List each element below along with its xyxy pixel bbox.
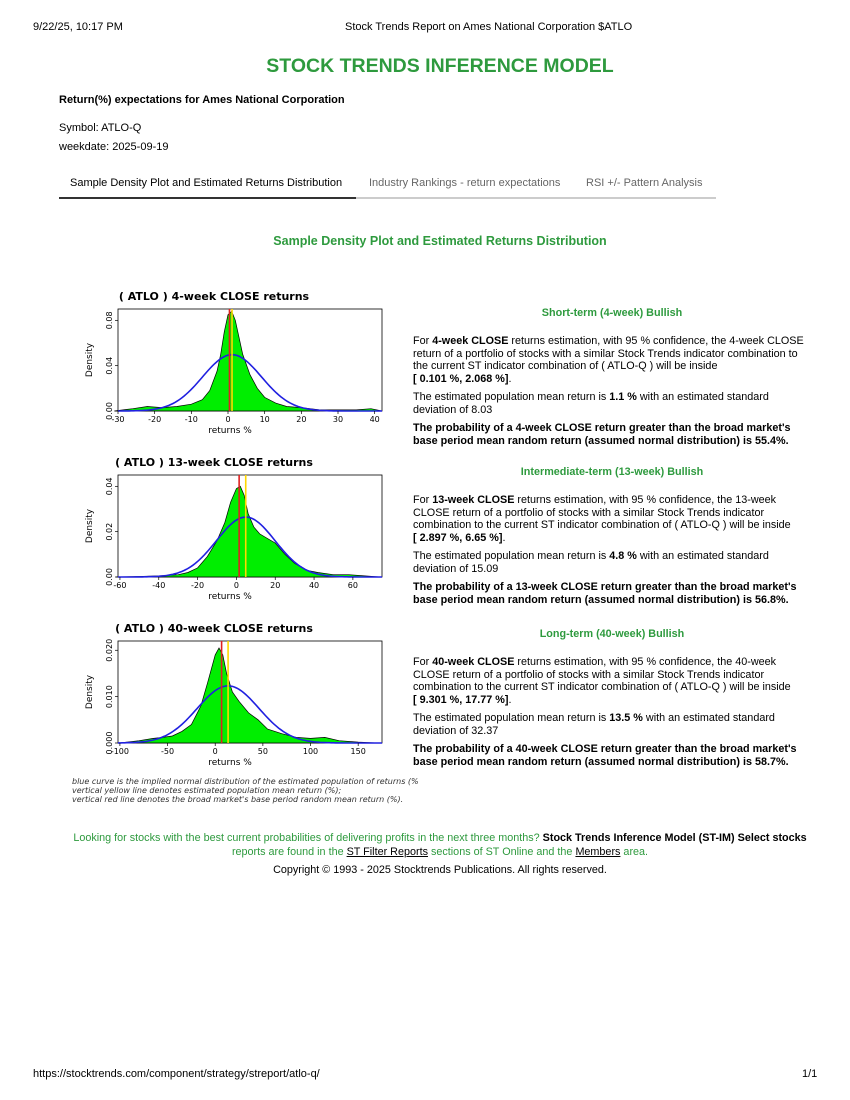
x-tick-label: 60 <box>347 581 358 590</box>
y-tick-label: 0.00 <box>105 568 114 586</box>
chart-title: ( ATLO ) 4-week CLOSE returns <box>118 290 310 303</box>
x-tick-label: -10 <box>184 415 198 424</box>
sample-density-area <box>114 311 382 411</box>
density-plot-4-week <box>80 285 390 445</box>
y-tick-label: 0.020 <box>105 638 114 662</box>
x-tick-label: -40 <box>152 581 166 590</box>
estimation-paragraph: For 40-week CLOSE returns estimation, with 95 % confidence, the 40-week CLOSE return of a portfolio of stocks with a similar Stock Trends indicator combination to the current ST indicator combination of ( ATLO-Q ) will be inside [ 9.301 %, 17.77 %]. <box>413 656 791 707</box>
sample-density-area <box>120 648 377 743</box>
page-title: STOCK TRENDS INFERENCE MODEL <box>266 55 614 77</box>
members-link[interactable]: Members <box>575 845 621 858</box>
x-tick-label: 0 <box>225 415 231 424</box>
probability-paragraph: The probability of a 40-week CLOSE return greater than the broad market's base period mean random return (assumed normal distribution) is 58.7%. <box>413 743 797 768</box>
x-axis-label: returns % <box>208 758 252 768</box>
y-tick-label: 0.04 <box>105 477 114 496</box>
x-tick-label: 10 <box>259 415 270 424</box>
st-filter-reports-link[interactable]: ST Filter Reports <box>346 845 428 858</box>
weekdate-label: weekdate: 2025-09-19 <box>59 141 169 153</box>
tab-sample-density[interactable]: Sample Density Plot and Estimated Returns Distribution <box>59 170 356 199</box>
tab-bar <box>59 170 716 201</box>
intermediate-term-text <box>413 494 811 607</box>
x-tick-label: -30 <box>111 415 125 424</box>
y-tick-label: 0.04 <box>105 356 114 375</box>
chart-title: ( ATLO ) 40-week CLOSE returns <box>115 622 313 635</box>
promo-note: Looking for stocks with the best current probabilities of delivering profits in the next three months? Stock Trends Inference Model (ST-IM) Select stocks reports are found in the ST Filter Reports sections of ST Online and the Members area. <box>73 832 807 858</box>
x-tick-label: 150 <box>350 747 366 756</box>
short-term-heading: Short-term (4-week) Bullish <box>541 307 683 319</box>
print-timestamp: 9/22/25, 10:17 PM <box>33 21 123 33</box>
density-plot-40-week <box>80 617 390 777</box>
symbol-label: Symbol: ATLO-Q <box>59 122 142 134</box>
x-tick-label: 50 <box>257 747 268 756</box>
x-tick-label: 0 <box>212 747 218 756</box>
page-subtitle: Return(%) expectations for Ames National Corporation <box>59 94 345 106</box>
estimation-paragraph: For 13-week CLOSE returns estimation, with 95 % confidence, the 13-week CLOSE return of a portfolio of stocks with a similar Stock Trends indicator combination to the current ST indicator combination of ( ATLO-Q ) will be inside [ 2.897 %, 6.65 %]. <box>413 494 791 545</box>
y-axis-label: Density <box>85 674 95 710</box>
mean-paragraph: The estimated population mean return is 4.8 % with an estimated standard deviation of 15.09 <box>413 549 769 575</box>
section-title: Sample Density Plot and Estimated Returns Distribution <box>273 234 607 248</box>
long-term-text <box>413 656 811 769</box>
intermediate-term-heading: Intermediate-term (13-week) Bullish <box>520 466 704 478</box>
x-tick-label: -20 <box>148 415 162 424</box>
print-page-title: Stock Trends Report on Ames National Corporation $ATLO <box>345 21 633 33</box>
sample-density-area <box>116 486 380 577</box>
caption-line-2: vertical yellow line denotes estimated population mean return (%); <box>72 786 342 795</box>
caption-line-3: vertical red line denotes the broad market's base period random mean return (%). <box>72 795 404 804</box>
mean-paragraph: The estimated population mean return is 1.1 % with an estimated standard deviation of 8.03 <box>413 390 769 416</box>
tab-rsi-pattern[interactable]: RSI +/- Pattern Analysis <box>573 170 716 199</box>
long-term-heading: Long-term (40-week) Bullish <box>539 628 685 640</box>
probability-paragraph: The probability of a 4-week CLOSE return greater than the broad market's base period mean random return (assumed normal distribution) is 55.4%. <box>413 422 791 447</box>
x-tick-label: 20 <box>270 581 281 590</box>
y-tick-label: 0.02 <box>105 522 114 541</box>
tab-industry-rankings[interactable]: Industry Rankings - return expectations <box>356 170 573 199</box>
y-tick-label: 0.08 <box>105 311 114 330</box>
x-tick-label: 30 <box>332 415 344 424</box>
print-page-count: 1/1 <box>802 1068 818 1080</box>
x-axis-label: returns % <box>208 426 252 436</box>
x-axis-label: returns % <box>208 592 252 602</box>
x-tick-label: -50 <box>161 747 175 756</box>
mean-paragraph: The estimated population mean return is 13.5 % with an estimated standard deviation of 32.37 <box>413 711 775 737</box>
x-tick-label: 40 <box>308 581 320 590</box>
short-term-text <box>413 335 811 448</box>
x-tick-label: 100 <box>302 747 319 756</box>
y-axis-label: Density <box>85 508 95 544</box>
caption-line-1: blue curve is the implied normal distribution of the estimated population of returns (% <box>72 777 419 786</box>
chart-title: ( ATLO ) 13-week CLOSE returns <box>115 456 313 469</box>
y-axis-label: Density <box>85 342 95 378</box>
y-tick-label: 0.00 <box>105 402 114 420</box>
x-tick-label: -100 <box>110 747 129 756</box>
probability-paragraph: The probability of a 13-week CLOSE return greater than the broad market's base period mean random return (assumed normal distribution) is 56.8%. <box>413 581 797 606</box>
x-tick-label: -60 <box>113 581 127 590</box>
x-tick-label: 0 <box>233 581 239 590</box>
copyright: Copyright © 1993 - 2025 Stocktrends Publications. All rights reserved. <box>273 864 607 876</box>
print-url: https://stocktrends.com/component/strategy/streport/atlo-q/ <box>33 1068 320 1080</box>
x-tick-label: 20 <box>296 415 307 424</box>
y-tick-label: 0.010 <box>105 685 114 709</box>
x-tick-label: -20 <box>191 581 205 590</box>
y-tick-label: 0.000 <box>105 731 114 755</box>
x-tick-label: 40 <box>369 415 380 424</box>
density-plot-13-week <box>80 451 390 611</box>
estimation-paragraph: For 4-week CLOSE returns estimation, with 95 % confidence, the 4-week CLOSE return of a portfolio of stocks with a similar Stock Trends indicator combination to the current ST indicator combination of ( ATLO-Q ) will be inside [ 0.101 %, 2.068 %]. <box>413 335 804 386</box>
